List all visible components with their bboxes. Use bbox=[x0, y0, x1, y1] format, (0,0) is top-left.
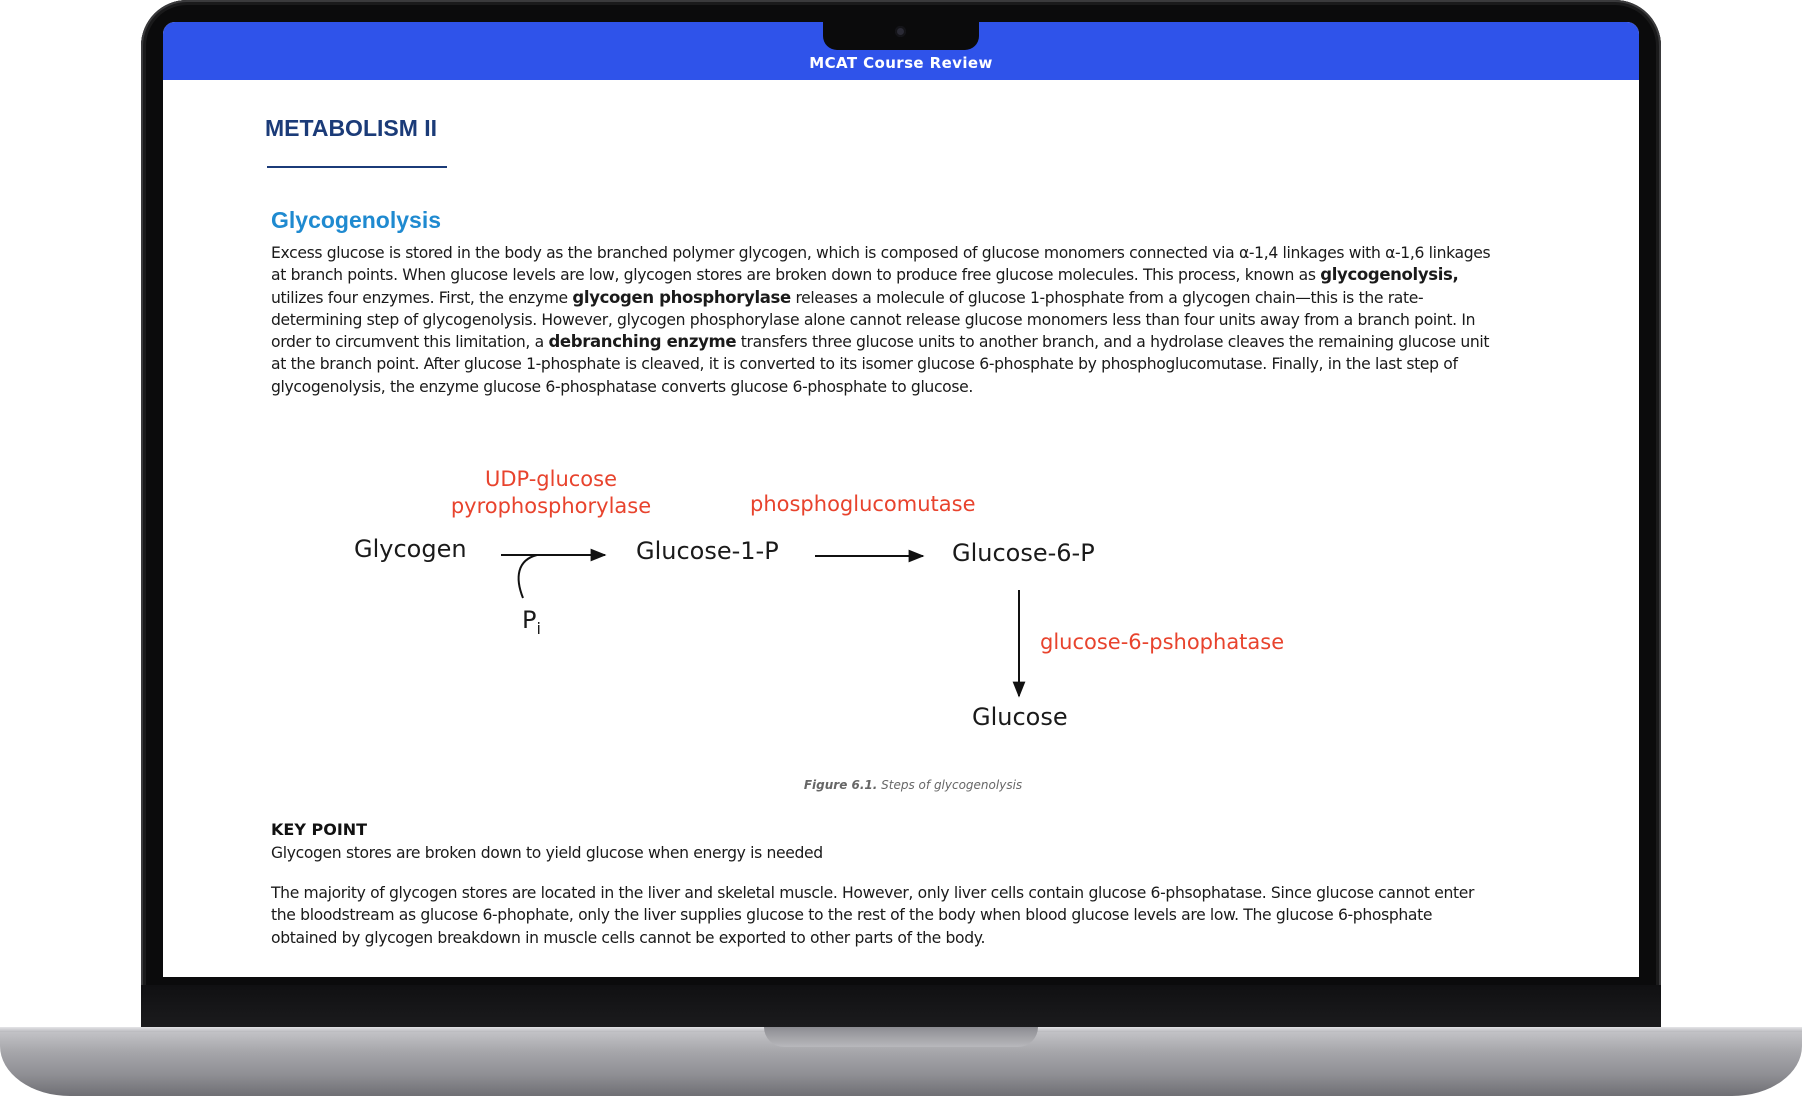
node-glucose: Glucose bbox=[972, 703, 1068, 731]
page-title: METABOLISM II bbox=[265, 115, 438, 141]
bold-term: debranching enzyme bbox=[548, 332, 737, 352]
bold-term: glycogen phosphorylase bbox=[572, 287, 791, 307]
paragraph-text-run: releases a molecule of glucose 1-phosphate from a glycogen chain—this is the rate-determining step of glycogenolysis. However, glycogen phosphorylase alone cannot release glucose monomers less than four units away from a branch point. In order to circumvent this limitation, a bbox=[271, 288, 1476, 352]
enzyme-udp-line1: UDP-glucose bbox=[484, 467, 618, 491]
pi-subscript: i bbox=[536, 618, 541, 638]
arrow-pi-input bbox=[519, 555, 537, 598]
app-title: MCAT Course Review bbox=[809, 54, 993, 72]
enzyme-phosphoglucomutase: phosphoglucomutase bbox=[750, 492, 976, 516]
figure-caption-text: Steps of glycogenolysis bbox=[881, 778, 1023, 792]
enzyme-udp-line2: pyrophosphorylase bbox=[450, 494, 652, 518]
paragraph-text-run: transfers three glucose units to another branch, and a hydrolase cleaves the remaining glucose unit at the branch point. After glucose 1-phosphate is cleaved, it is converted to its isomer glucose 6-phosphate by phosphoglucomutase. Finally, in the last step of glycogenolysis, the enzyme glucose 6-phosphatase converts glucose 6-phosphate to glucose. bbox=[271, 333, 1490, 396]
camera-notch bbox=[823, 20, 979, 50]
key-point-label: KEY POINT bbox=[271, 820, 368, 839]
laptop-base-notch bbox=[764, 1027, 1038, 1047]
enzyme-glucose-6-phosphatase: glucose-6-pshophatase bbox=[1040, 630, 1285, 654]
bold-term: glycogenolysis, bbox=[1320, 265, 1459, 285]
figure-caption bbox=[763, 778, 1063, 792]
figure-number: Figure 6.1. bbox=[803, 778, 878, 792]
node-glucose-1-p: Glucose-1-P bbox=[636, 537, 779, 565]
glycogenolysis-diagram bbox=[163, 22, 1639, 977]
screen bbox=[163, 22, 1639, 977]
camera-icon bbox=[895, 26, 906, 37]
node-glycogen: Glycogen bbox=[354, 535, 467, 563]
paragraph-text-run: Excess glucose is stored in the body as the branched polymer glycogen, which is composed of glucose monomers connected via α-1,4 linkages with α-1,6 linkages at branch points. When glucose levels are low, glycogen stores are broken down to produce free glucose molecules. This process, known as bbox=[271, 244, 1491, 285]
node-glucose-6-p: Glucose-6-P bbox=[952, 539, 1095, 567]
section-heading: Glycogenolysis bbox=[271, 207, 442, 233]
enzyme-udp-glucose-pyrophosphorylase bbox=[441, 466, 661, 520]
paragraph-text-run: utilizes four enzymes. First, the enzyme bbox=[271, 288, 573, 307]
laptop-bezel-bottom bbox=[141, 985, 1661, 1030]
pi-symbol: P bbox=[522, 606, 537, 634]
key-point-text: Glycogen stores are broken down to yield glucose when energy is needed bbox=[271, 844, 823, 862]
body-paragraph-2: The majority of glycogen stores are located in the liver and skeletal muscle. However, only liver cells contain glucose 6-phsophatase. Since glucose cannot enter the bloodstream as glucose 6-phophate, only the liver supplies glucose to the rest of the body when blood glucose levels are low. The glucose 6-phosphate obtained by glycogen breakdown in muscle cells cannot be exported to other parts of the body. bbox=[271, 884, 1475, 947]
node-pi bbox=[522, 606, 541, 638]
